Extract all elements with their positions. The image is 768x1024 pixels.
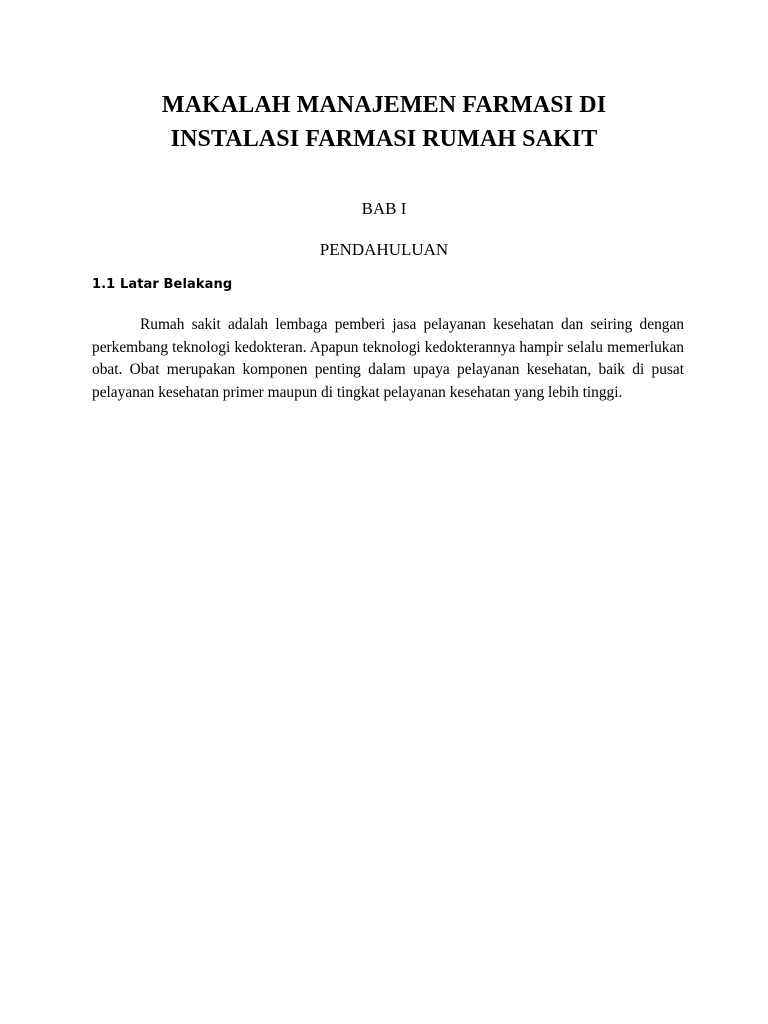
- document-title: [92, 88, 676, 156]
- chapter-name: PENDAHULUAN: [319, 240, 449, 259]
- chapter-number: BAB I: [361, 199, 407, 218]
- document-title-line-1: MAKALAH MANAJEMEN FARMASI DI: [161, 92, 607, 118]
- document-title-line-2: INSTALASI FARMASI RUMAH SAKIT: [170, 126, 598, 152]
- body-paragraph: Rumah sakit adalah lembaga pemberi jasa pelayanan kesehatan dan seiring dengan perkembang teknologi kedokteran. Apapun teknologi kedokterannya hampir selalu memerlukan obat. Obat merupakan komponen penting dalam upaya pelayanan kesehatan, baik di pusat pelayanan kesehatan primer maupun di tingkat pelayanan kesehatan yang lebih tinggi.: [92, 316, 684, 401]
- section-heading: 1.1 Latar Belakang: [92, 277, 233, 292]
